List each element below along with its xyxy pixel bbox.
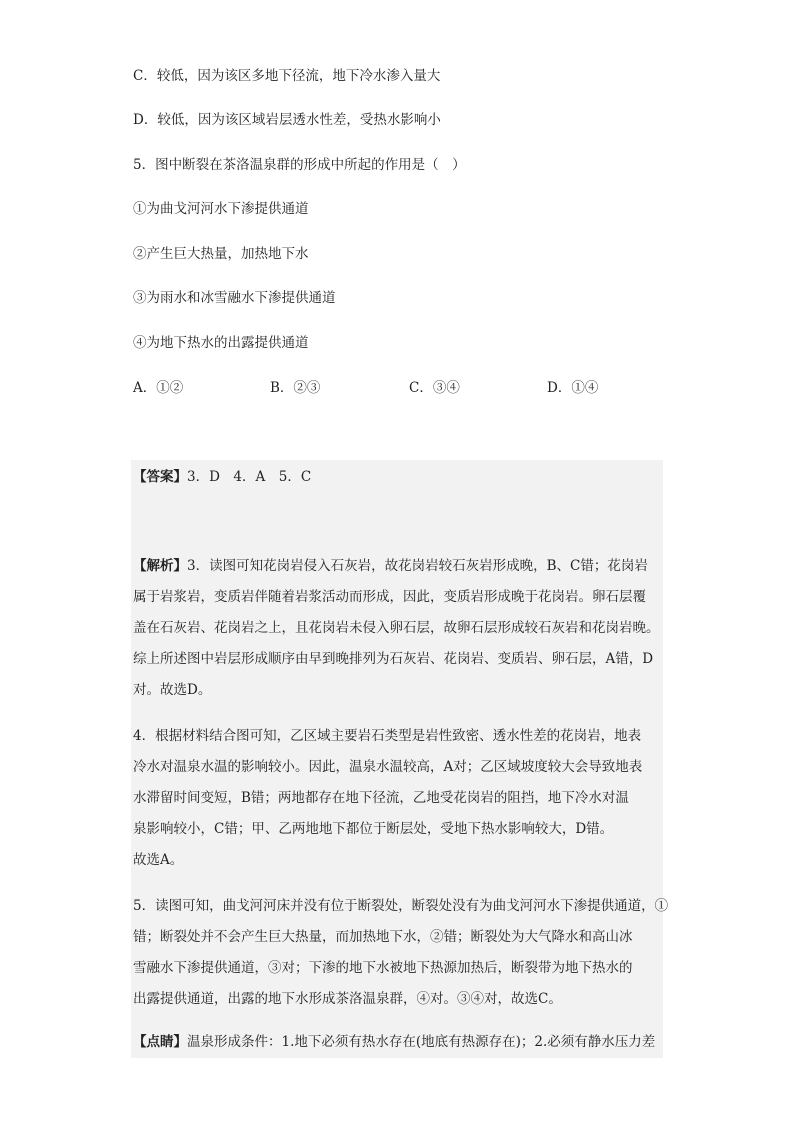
- analysis-q3-line: 属于岩浆岩，变质岩伴随着岩浆活动而形成，因此，变质岩形成晚于花岗岩。卵石层覆: [133, 589, 646, 605]
- analysis-q3-line: 【解析】3．读图可知花岗岩侵入石灰岩，故花岗岩较石灰岩形成晚，B、C错；花岗岩: [133, 558, 648, 574]
- note-line: [133, 1032, 655, 1052]
- choice-b: B．②③: [270, 380, 321, 396]
- note-tag: 【点睛】: [133, 1034, 187, 1050]
- note-text: 温泉形成条件：1.地下必须有热水存在(地底有热源存在)；2.必须有静水压力差: [187, 1034, 656, 1050]
- answer-text: 3．D 4．A 5．C: [187, 469, 312, 485]
- analysis-q5-line: 雪融水下渗提供通道，③对；下渗的地下水被地下热源加热后，断裂带为地下热水的: [133, 960, 633, 976]
- analysis-q3-line: 综上所述图中岩层形成顺序由早到晚排列为石灰岩、花岗岩、变质岩、卵石层，A错，D: [133, 651, 654, 667]
- answer-tag: 【答案】: [133, 469, 187, 485]
- choice-d: D．①④: [547, 380, 599, 396]
- analysis-q5-line: 5．读图可知，曲戈河河床并没有位于断裂处，断裂处没有为曲戈河河水下渗提供通道，①: [133, 898, 669, 914]
- analysis-q3-line: 对。故选D。: [133, 682, 212, 698]
- analysis-q4-line: 泉影响较小，C错；甲、乙两地地下都位于断层处，受地下热水影响较大，D错。: [133, 821, 614, 837]
- analysis-q4-line: 冷水对温泉水温的影响较小。因此，温泉水温较高，A对；乙区域坡度较大会导致地表: [133, 759, 643, 775]
- option-d: D．较低，因为该区域岩层透水性差，受热水影响小: [133, 112, 441, 128]
- statement-1: ①为曲戈河河水下渗提供通道: [133, 201, 309, 217]
- choice-a: A．①②: [133, 380, 184, 396]
- analysis-q4-line: 水滞留时间变短，B错；两地都存在地下径流，乙地受花岗岩的阻挡，地下冷水对温: [133, 790, 629, 806]
- analysis-q3-line: 盖在石灰岩、花岗岩之上，且花岗岩未侵入卵石层，故卵石层形成较石灰岩和花岗岩晚。: [133, 620, 660, 636]
- statement-2: ②产生巨大热量，加热地下水: [133, 246, 309, 262]
- analysis-q5-line: 出露提供通道，出露的地下水形成茶洛温泉群，④对。③④对，故选C。: [133, 991, 562, 1007]
- statement-3: ③为雨水和冰雪融水下渗提供通道: [133, 290, 336, 306]
- analysis-q5-line: 错；断裂处并不会产生巨大热量，而加热地下水，②错；断裂处为大气降水和高山冰: [133, 929, 633, 945]
- choice-row: [133, 378, 693, 400]
- analysis-q3: [133, 551, 663, 706]
- option-c: C．较低，因为该区多地下径流，地下冷水渗入量大: [133, 68, 441, 84]
- statement-4: ④为地下热水的出露提供通道: [133, 335, 309, 351]
- answer-line: [133, 467, 311, 487]
- choice-c: C．③④: [409, 380, 460, 396]
- analysis-q4-line: 4．根据材料结合图可知，乙区域主要岩石类型是岩性致密、透水性差的花岗岩，地表: [133, 728, 642, 744]
- analysis-q5: [133, 891, 669, 1015]
- analysis-q4: [133, 721, 663, 876]
- question-5-stem: 5．图中断裂在茶洛温泉群的形成中所起的作用是（ ）: [133, 157, 466, 173]
- analysis-tag: 【解析】: [133, 558, 187, 574]
- analysis-q4-line: 故选A。: [133, 852, 184, 868]
